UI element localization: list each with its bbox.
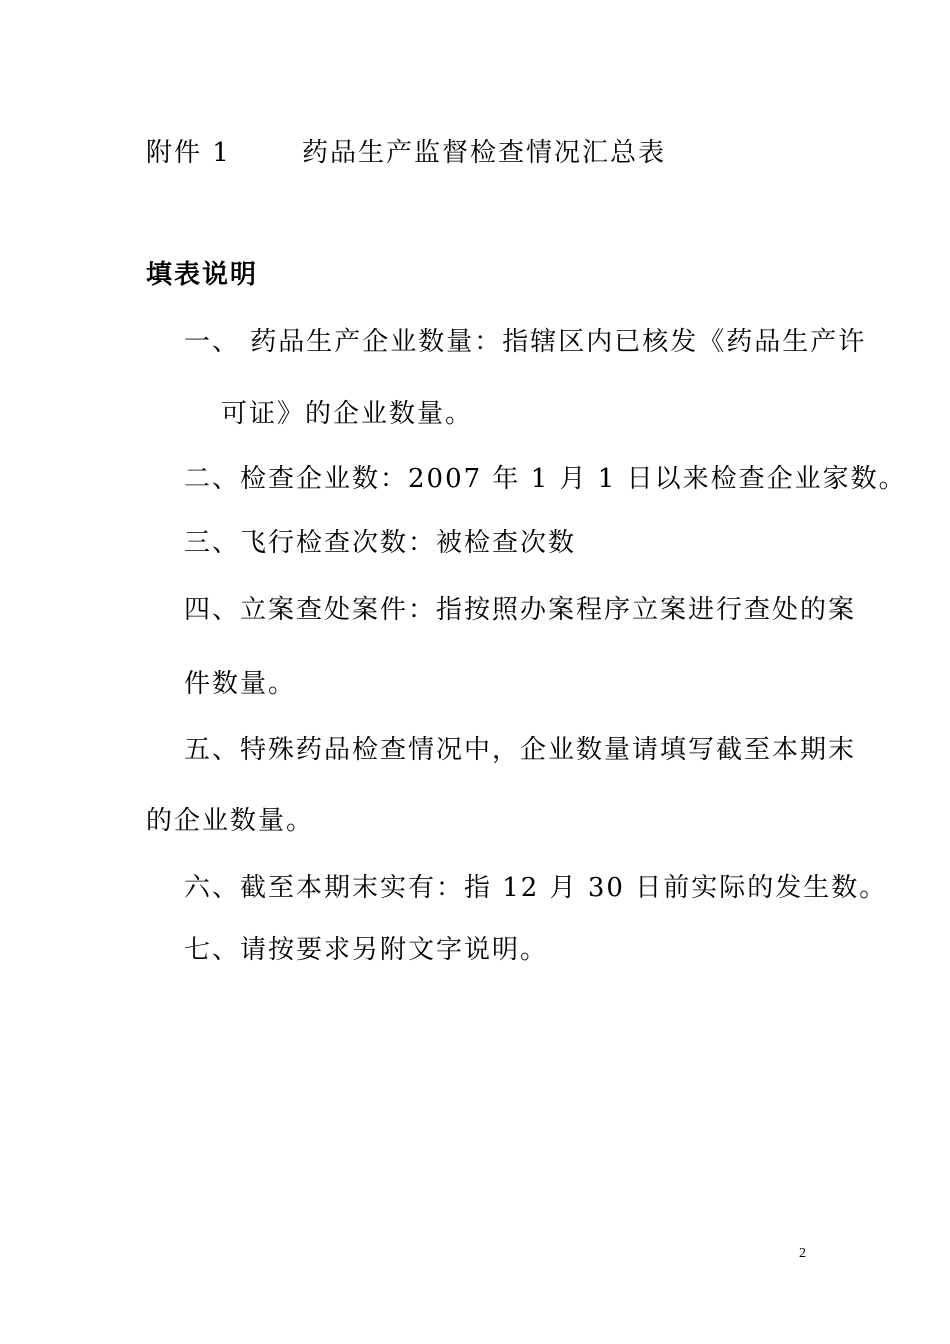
instruction-line: 四、立案查处案件：指按照办案程序立案进行查处的案 <box>184 595 857 625</box>
instruction-line: 可证》的企业数量。 <box>221 399 474 429</box>
instruction-line: 六、截至本期末实有：指 12 月 30 日前实际的发生数。 <box>184 873 888 903</box>
document-title: 药品生产监督检查情况汇总表 <box>302 138 667 168</box>
instruction-line: 一、 药品生产企业数量：指辖区内已核发《药品生产许 <box>184 327 867 357</box>
section-title: 填表说明 <box>146 260 259 290</box>
instruction-line: 五、特殊药品检查情况中，企业数量请填写截至本期末 <box>184 735 857 765</box>
instruction-line: 三、飞行检查次数：被检查次数 <box>184 528 577 558</box>
instruction-line: 的企业数量。 <box>146 806 315 836</box>
instruction-line: 件数量。 <box>184 669 297 699</box>
page-number: 2 <box>799 1246 806 1261</box>
instruction-line: 二、检查企业数：2007 年 1 月 1 日以来检查企业家数。 <box>184 464 907 494</box>
instruction-line: 七、请按要求另附文字说明。 <box>184 935 549 965</box>
attachment-label: 附件 1 <box>146 138 231 168</box>
